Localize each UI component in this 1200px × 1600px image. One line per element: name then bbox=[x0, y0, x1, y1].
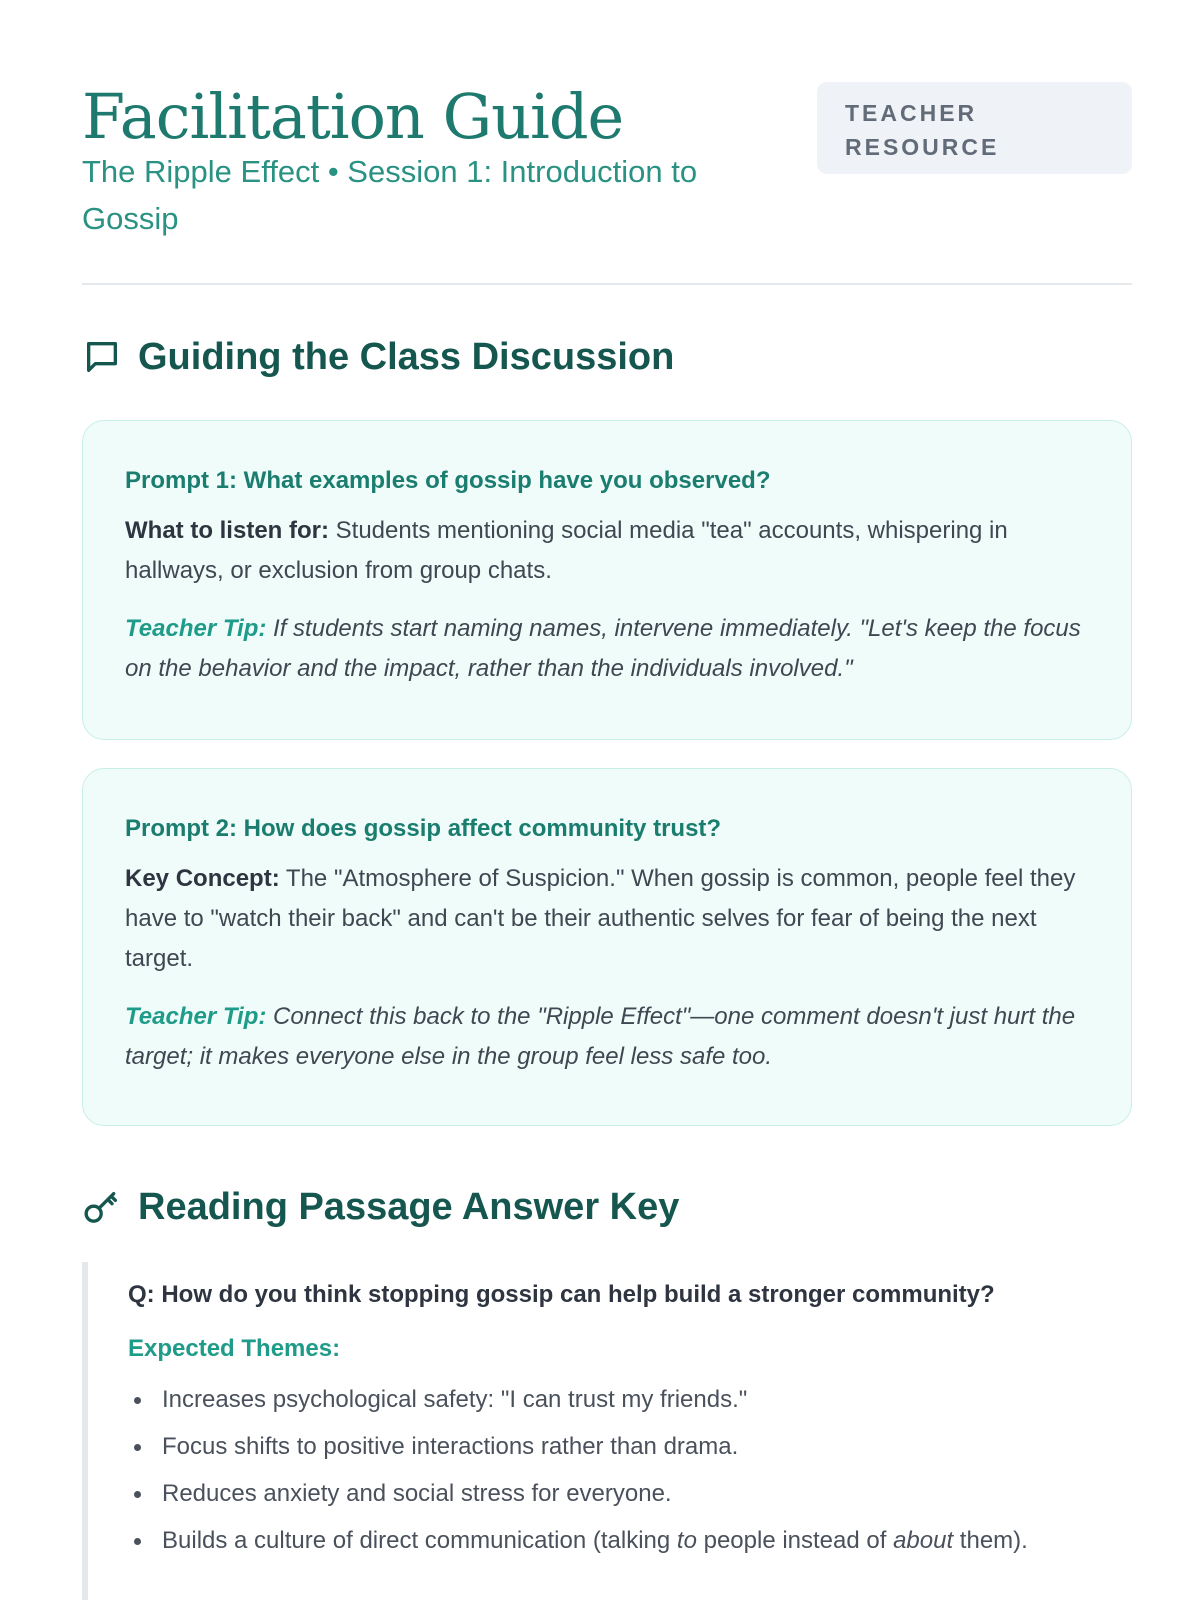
theme-text: people instead of bbox=[696, 1527, 894, 1554]
answer-key-heading: Reading Passage Answer Key bbox=[138, 1186, 680, 1228]
page-subtitle: The Ripple Effect • Session 1: Introduction to Gossip bbox=[82, 154, 698, 236]
page-title: Facilitation Guide bbox=[82, 80, 624, 153]
theme-text: Builds a culture of direct communication (talking bbox=[162, 1527, 677, 1554]
answer-key-section-heading bbox=[82, 1182, 679, 1232]
prompt-body bbox=[125, 859, 1089, 979]
prompt-body-label: What to listen for: bbox=[125, 517, 329, 544]
prompt-body-label: Key Concept: bbox=[125, 865, 280, 892]
prompt-body-text: Students mentioning social media "tea" accounts, whispering in hallways, or exclusion from group chats. bbox=[125, 517, 1008, 584]
theme-emphasis: about bbox=[893, 1527, 954, 1554]
list-item: Increases psychological safety: "I can trust my friends." bbox=[128, 1380, 1132, 1420]
list-item bbox=[128, 1521, 1132, 1561]
teacher-tip-label: Teacher Tip: bbox=[125, 615, 267, 642]
page-header bbox=[82, 80, 1132, 285]
prompt-card-2 bbox=[82, 768, 1132, 1126]
discussion-section-heading bbox=[82, 332, 674, 382]
theme-text: them). bbox=[953, 1527, 1028, 1554]
teacher-resource-badge bbox=[817, 82, 1132, 174]
badge-line-2: RESOURCE bbox=[845, 134, 1000, 160]
answer-key-question: Q: How do you think stopping gossip can help build a stronger community? bbox=[128, 1281, 995, 1308]
teacher-tip bbox=[125, 609, 1089, 689]
prompt-body-text: The "Atmosphere of Suspicion." When gossip is common, people feel they have to "watch their back" and can't be their authentic selves for fear of being the next target. bbox=[125, 865, 1076, 972]
prompt-question: Prompt 2: How does gossip affect community trust? bbox=[125, 815, 722, 842]
prompt-body bbox=[125, 511, 1089, 591]
discussion-heading: Guiding the Class Discussion bbox=[138, 336, 675, 378]
expected-themes-label: Expected Themes: bbox=[128, 1335, 341, 1362]
speech-bubble-icon bbox=[82, 337, 122, 377]
prompt-card-1 bbox=[82, 420, 1132, 740]
expected-themes-list bbox=[128, 1380, 1132, 1561]
list-item: Focus shifts to positive interactions rather than drama. bbox=[128, 1427, 1132, 1467]
answer-key-block bbox=[82, 1262, 1132, 1600]
teacher-tip-text: If students start naming names, intervene immediately. "Let's keep the focus on the behavior and the impact, rather than the individuals involved." bbox=[125, 615, 1081, 682]
teacher-tip bbox=[125, 997, 1089, 1077]
key-icon bbox=[82, 1187, 122, 1227]
prompt-question: Prompt 1: What examples of gossip have you observed? bbox=[125, 467, 771, 494]
badge-line-1: TEACHER bbox=[845, 100, 978, 126]
teacher-tip-label: Teacher Tip: bbox=[125, 1003, 267, 1030]
theme-emphasis: to bbox=[676, 1527, 697, 1554]
list-item: Reduces anxiety and social stress for everyone. bbox=[128, 1474, 1132, 1514]
facilitation-guide-page bbox=[82, 0, 1132, 1600]
teacher-tip-text: Connect this back to the "Ripple Effect"—one comment doesn't just hurt the target; it makes everyone else in the group feel less safe too. bbox=[125, 1003, 1076, 1070]
